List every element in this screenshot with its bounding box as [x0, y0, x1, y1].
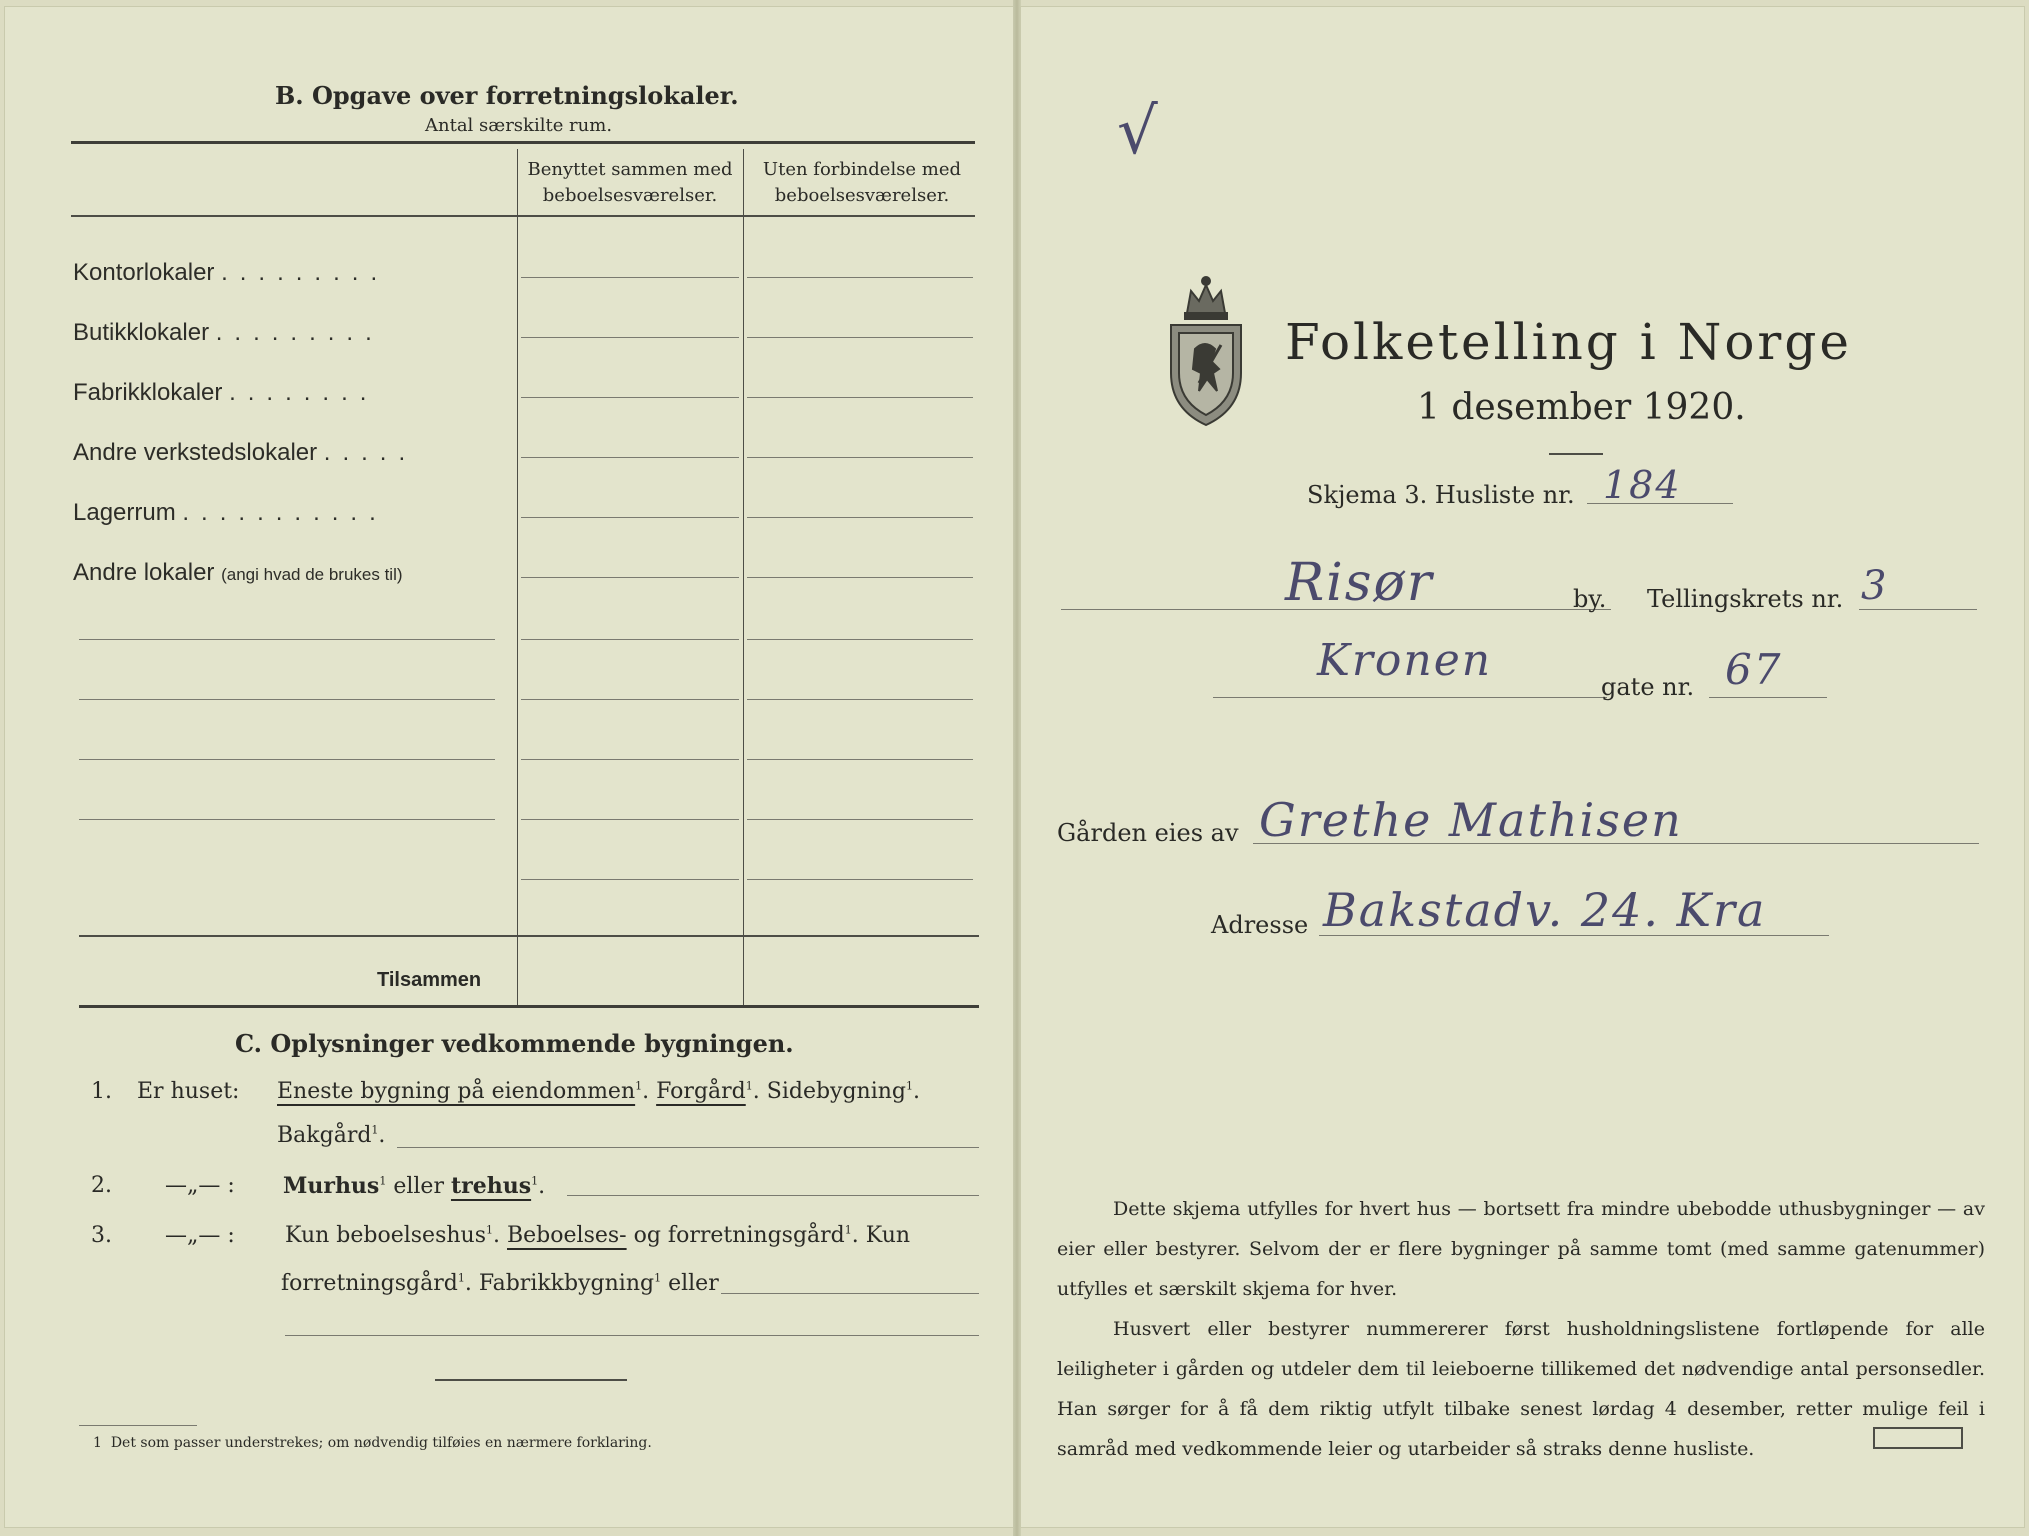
krets-label: Tellingskrets nr. [1647, 585, 1844, 613]
row-andre-lokaler: Andre lokaler (angi hvad de brukes til) [73, 559, 403, 586]
row-fabrikklokaler: Fabrikklokaler ........ [73, 379, 379, 406]
owner-label: Gården eies av [1057, 819, 1239, 847]
cell-line [521, 759, 739, 760]
instructions-paragraph-2: Husvert eller bestyrer nummererer først husholdningslistene fortløpende for alle leiligheter i gården og utdeler dem til leieboerne tillikemed det nødvendige antal personsedler. Han sørger for å få dem riktig utfylt tilbake senest lørdag 4 desember, retter mulige feil i samråd med vedkommende leier og utarbeider så straks denne husliste. [1057, 1318, 1985, 1460]
item3-options-line2: forretningsgård$^1$. Fabrikkbygning$^1$ eller [281, 1271, 719, 1296]
item2-prefix: —„— : [165, 1173, 235, 1198]
right-page [1020, 6, 2025, 1528]
cell-line [521, 457, 739, 458]
item2-options: Murhus$^1$ eller trehus$^1$. [283, 1173, 546, 1199]
total-bottom-rule [79, 1005, 979, 1008]
gate-label: gate nr. [1601, 673, 1695, 701]
blank-line [79, 759, 495, 760]
cell-line [521, 397, 739, 398]
by-value: Risør [1285, 553, 1434, 613]
cell-line [747, 277, 973, 278]
row-butikklokaler: Butikklokaler ......... [73, 319, 384, 346]
item3-number: 3. [91, 1223, 112, 1248]
footnote-rule [79, 1425, 197, 1426]
cell-line [521, 819, 739, 820]
row-lagerrum: Lagerrum ........... [73, 499, 388, 526]
printer-stamp [1873, 1427, 1963, 1449]
address-value: Bakstadv. 24. Kra [1323, 883, 1767, 937]
item2-fill-line [567, 1195, 979, 1196]
owner-value: Grethe Mathisen [1259, 793, 1683, 847]
cell-line [521, 517, 739, 518]
item1-number: 1. [91, 1079, 112, 1104]
cell-line [521, 577, 739, 578]
table-top-rule [71, 141, 975, 144]
cell-line [747, 517, 973, 518]
by-label: by. [1573, 585, 1607, 613]
total-top-rule [79, 935, 979, 937]
cell-line [747, 759, 973, 760]
table-header-rule [71, 215, 975, 217]
cell-line [747, 397, 973, 398]
footnote: 1 Det som passer understrekes; om nødvendig tilføies en nærmere forklaring. [93, 1435, 652, 1451]
item3-prefix: —„— : [165, 1223, 235, 1248]
gate-value: Kronen [1317, 635, 1493, 686]
item1-fill-line [397, 1147, 979, 1148]
by-line [1061, 609, 1611, 610]
section-b-subtitle: Antal særskilte rum. [425, 115, 613, 136]
item2-number: 2. [91, 1173, 112, 1198]
cell-line [521, 277, 739, 278]
item1-options: Eneste bygning på eiendommen$^1$. Forgård$^1$. Sidebygning$^1$. [277, 1079, 921, 1104]
instructions-paragraph-1: Dette skjema utfylles for hvert hus — bortsett fra mindre ubebodde uthusbygninger — av eier eller bestyrer. Selvom der er flere bygninger på samme tomt (med samme gatenummer) utfylles et særskilt skjema for hver. [1057, 1198, 1985, 1300]
table-col-divider-1 [517, 149, 518, 1005]
cell-line [747, 819, 973, 820]
cell-line [747, 457, 973, 458]
date-underline [1549, 453, 1603, 455]
cell-line [747, 337, 973, 338]
check-mark: √ [1117, 95, 1160, 169]
address-label: Adresse [1211, 911, 1309, 939]
cell-line [521, 639, 739, 640]
skjema-label: Skjema 3. Husliste nr. [1307, 481, 1575, 509]
cell-line [747, 577, 973, 578]
item1-bakgard: Bakgård$^1$. [277, 1123, 386, 1148]
address-line [1319, 935, 1829, 936]
table-col-divider-2 [743, 149, 744, 1005]
gate-line [1213, 697, 1607, 698]
cell-line [747, 699, 973, 700]
form-title: Folketelling i Norge [1285, 313, 1852, 371]
krets-number: 3 [1861, 563, 1889, 609]
item1-prefix: Er huset: [137, 1079, 240, 1104]
section-end-rule [435, 1379, 627, 1381]
item3-options-line1: Kun beboelseshus$^1$. Beboelses- og forretningsgård$^1$. Kun [285, 1223, 911, 1248]
section-b-title: B. Opgave over forretningslokaler. [275, 81, 739, 110]
left-page [4, 6, 1016, 1528]
total-label: Tilsammen [377, 969, 482, 991]
blank-line [79, 819, 495, 820]
cell-line [521, 879, 739, 880]
gate-number: 67 [1725, 645, 1783, 694]
husliste-number: 184 [1603, 463, 1682, 507]
item3-fill-line [721, 1293, 979, 1294]
gate-nr-line [1709, 697, 1827, 698]
krets-line [1859, 609, 1977, 610]
owner-line [1253, 843, 1979, 844]
census-date: 1 desember 1920. [1417, 387, 1746, 428]
col2-header: Uten forbindelse med beboelsesværelser. [762, 159, 962, 206]
cell-line [747, 639, 973, 640]
husliste-line [1587, 503, 1733, 504]
item3-extra-line [285, 1335, 979, 1336]
section-c-title: C. Oplysninger vedkommende bygningen. [235, 1029, 794, 1058]
col1-header: Benyttet sammen med beboelsesværelser. [527, 159, 733, 206]
coat-of-arms-icon [1165, 273, 1247, 429]
row-kontorlokaler: Kontorlokaler ......... [73, 259, 390, 286]
row-andre-verkstedslokaler: Andre verkstedslokaler ..... [73, 439, 418, 466]
cell-line [521, 337, 739, 338]
cell-line [521, 699, 739, 700]
cell-line [747, 879, 973, 880]
blank-line [79, 699, 495, 700]
blank-line [79, 639, 495, 640]
